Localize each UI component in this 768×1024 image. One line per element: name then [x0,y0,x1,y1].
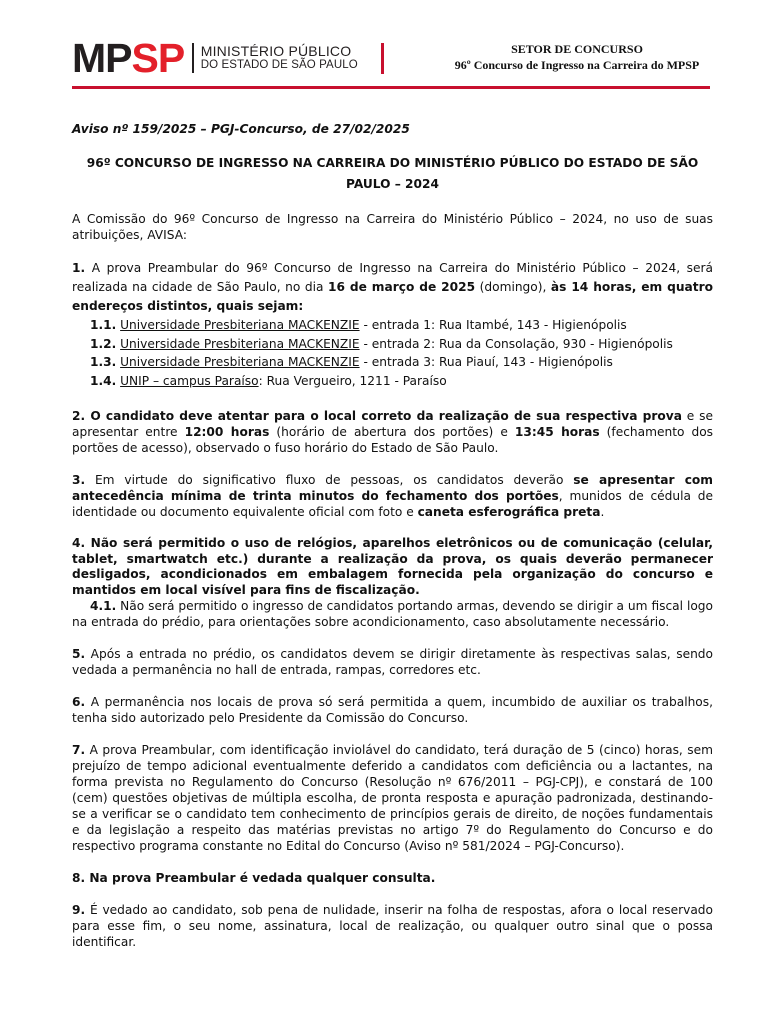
section-2-text-1: e se apresentar entre [72,409,713,439]
section-2-close-time: 13:45 horas [514,425,600,439]
logo-sp: SP [131,35,185,81]
header-sector-block [384,41,768,73]
section-3-text-1: Em virtude do significativo fluxo de pessoas, os candidatos deverão [85,473,574,487]
venue-item [72,335,713,354]
logo-line1: MINISTÉRIO PÚBLICO [200,43,352,59]
section-6 [72,694,713,726]
section-2-text-3: (fechamento dos portões de acesso), observado o fuso horário do Estado de São Paulo. [72,425,714,455]
section-8: 8. Na prova Preambular é vedada qualquer consulta. [72,871,436,885]
notice-heading: 96º CONCURSO DE INGRESSO NA CARREIRA DO MINISTÉRIO PÚBLICO DO ESTADO DE SÃO PAULO – 2024 [86,156,699,191]
section-3-pen: caneta esferográfica preta [417,505,601,519]
section-1-text-1: A prova Preambular do 96º Concurso de Ingresso na Carreira do Ministério Público – 2024, será realizada na cidade de São Paulo, no dia [72,261,713,294]
notice-intro: A Comissão do 96º Concurso de Ingresso na Carreira do Ministério Público – 2024, no uso de suas atribuições, AVISA: [72,212,713,242]
section-1-date: 16 de março de 2025 [328,280,476,294]
header-subtitle: 96º Concurso de Ingresso na Carreira do MPSP [454,58,700,72]
venue-item [72,372,713,391]
section-9 [72,902,713,950]
venue-name: Universidade Presbiteriana MACKENZIE [120,336,360,351]
section-3-emphasis: se apresentar com antecedência mínima de trinta minutos do fechamento dos portões [72,473,713,503]
section-1-time: às 14 horas, em quatro endereços distintos, quais sejam: [72,280,713,313]
mpsp-logo [72,35,358,81]
venue-number: 1.3. [90,355,117,369]
venue-number: 1.1. [90,318,117,332]
section-4-1-text: Não será permitido o ingresso de candidatos portando armas, devendo se dirigir a um fiscal logo na entrada do prédio, para orientações sobre acondicionamento, caso absolutamente necessário. [72,599,713,629]
logo-text [201,44,358,72]
section-2-lead: 2. O candidato deve atentar para o local correto da realização de sua respectiva prova [72,409,682,423]
venue-name: Universidade Presbiteriana MACKENZIE [120,355,360,369]
section-2-text-2: (horário de abertura dos portões) e [269,425,515,439]
venue-address: : Rua Vergueiro, 1211 - Paraíso [258,373,447,388]
section-5-number: 5. [72,647,86,661]
section-2-open-time: 12:00 horas [184,425,270,439]
venue-address: - entrada 1: Rua Itambé, 143 - Higienópolis [359,318,627,332]
section-1-text-2: (domingo), [475,280,551,294]
section-2 [72,408,713,456]
section-7-number: 7. [72,743,86,757]
section-6-text: A permanência nos locais de prova só será permitida a quem, incumbido de auxiliar os trabalhos, tenha sido autorizado pelo Presidente da Comissão do Concurso. [72,695,713,725]
section-7 [72,742,713,854]
page-header [0,0,768,96]
logo-mp: MP [72,35,132,81]
section-7-text: A prova Preambular, com identificação inviolável do candidato, terá duração de 5 (cinco) horas, sem prejuízo de tempo adicional eventualmente deferido a candidatos com deficiência ou a lactantes, na forma prevista no Regulamento do Concurso (Resolução nº 676/2011 – PGJ-CPJ), e constará de 100 (cem) questões objetivas de múltipla escolha, de pronta resposta e apuração padronizada, destinando-se a verificar se o candidato tem conhecimento de princípios gerais de direito, de noções fundamentais e da legislação a respeito das matérias previstas no artigo 7º do Regulamento do Concurso e do respectivo programa constante no Edital do Concurso (Aviso nº 581/2024 – PGJ-Concurso). [72,743,713,853]
section-1-number: 1. [72,261,86,275]
venue-name: UNIP – campus Paraíso [120,373,259,388]
notice-title: Aviso nº 159/2025 – PGJ-Concurso, de 27/02/2025 [72,122,410,136]
venue-address: - entrada 3: Rua Piauí, 143 - Higienópolis [359,355,613,369]
venue-item [72,353,713,372]
section-3 [72,472,713,520]
venue-list [72,316,713,390]
section-5-text: Após a entrada no prédio, os candidatos devem se dirigir diretamente às respectivas salas, sendo vedada a permanência no hall de entrada, rampas, corredores etc. [72,647,713,677]
section-4-1-number: 4.1. [90,599,117,613]
venue-name: Universidade Presbiteriana MACKENZIE [120,318,360,332]
section-5 [72,646,713,678]
header-rule [72,86,710,89]
notice-body [72,121,713,950]
section-3-text-3: . [600,505,605,519]
section-3-number: 3. [72,473,86,487]
logo-line2: DO ESTADO DE SÃO PAULO [200,59,358,71]
header-sector: SETOR DE CONCURSO [511,42,643,56]
venue-item [72,316,713,335]
section-4-1 [72,598,713,630]
logo-divider [192,43,194,73]
venue-number: 1.2. [90,336,117,351]
section-9-text: É vedado ao candidato, sob pena de nulidade, inserir na folha de respostas, afora o local reservado para esse fim, o seu nome, assinatura, local de realização, ou qualquer outro sinal que o possa identificar. [72,903,713,949]
venue-number: 1.4. [90,373,117,388]
venue-address: - entrada 2: Rua da Consolação, 930 - Higienópolis [359,336,673,351]
section-9-number: 9. [72,903,86,917]
section-6-number: 6. [72,695,86,709]
section-4: 4. Não será permitido o uso de relógios, aparelhos eletrônicos ou de comunicação (celular, tablet, smartwatch etc.) durante a realização da prova, os quais deverão permanecer desligados, acondicionados em embalagem fornecida pela organização do concurso e mantidos em local visível para fins de fiscalização. [72,536,713,597]
section-3-text-2: , munidos de cédula de identidade ou documento equivalente oficial com foto e [72,489,713,519]
section-1 [72,259,713,316]
